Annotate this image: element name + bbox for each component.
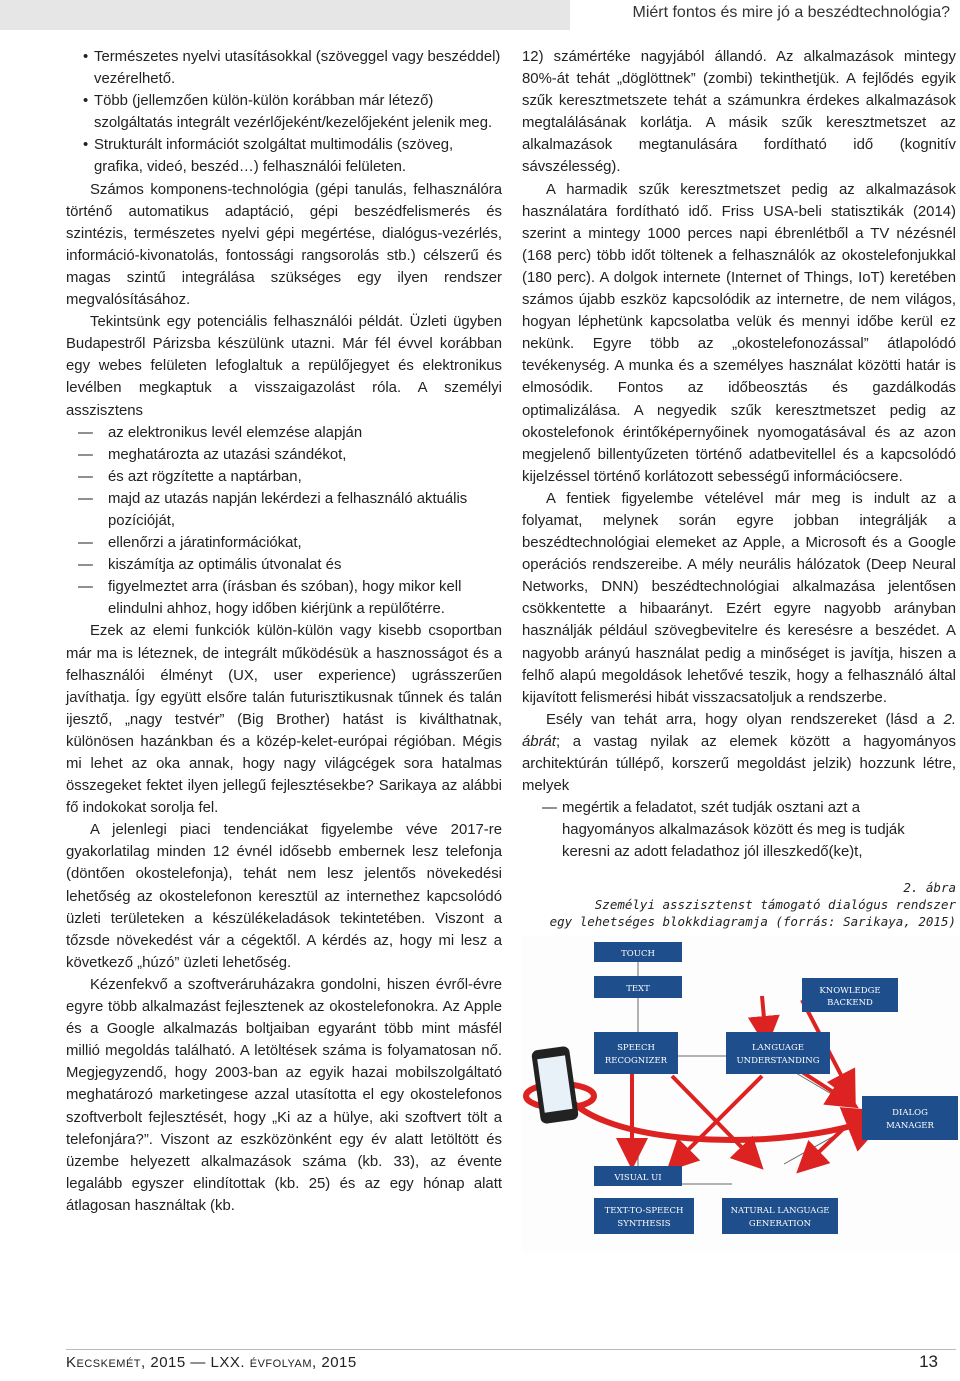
- list-item: — megértik a feladatot, szét tudják osztani azt a hagyományos alkalmazások között és meg is tudják keresni az adott feladathoz jól illeszkedő(ke)t,: [522, 797, 956, 863]
- box-label: MANAGER: [886, 1121, 934, 1132]
- list-item: • Több (jellemzően külön-külön korábban már létező) szolgáltatás integrált vezérlőjeként/kezelőjeként jelenik meg.: [66, 90, 502, 134]
- diagram-svg: [522, 936, 960, 1252]
- feature-list: [66, 46, 502, 179]
- integration-arrows: [562, 996, 882, 1168]
- box-label: LANGUAGE: [751, 1043, 805, 1054]
- box-label: KNOWLEDGE: [819, 986, 881, 997]
- box-speech-recognizer: [594, 1032, 678, 1074]
- box-label: UNDERSTANDING: [736, 1056, 820, 1067]
- caption-line: Személyi asszisztenst támogató dialógus rendszer: [594, 897, 956, 913]
- text-run: ; a vastag nyilak az elemek között a hagyományos architektúrán túllépő, korszerű megoldást jelzik) hozzunk létre, melyek: [522, 733, 956, 795]
- caption-line: egy lehetséges blokkdiagramja (forrás: Sarikaya, 2015): [549, 914, 956, 930]
- box-label: BACKEND: [827, 998, 873, 1009]
- journal-footer: [66, 1354, 357, 1371]
- paragraph: 12) számértéke nagyjából állandó. Az alkalmazások mintegy 80%-át tehát „döglöttnek” (zombi) tekinthetjük. A fejlődés egyik szűk keresztmetszete tehát a számunkra érdekes alkalmazások megtalálásának korlátja. A másik szűk keresztmetszet az alkalmazások megtanulására fordítható idő (kognitív sávszélesség).: [522, 49, 956, 176]
- paragraph: Kézenfekvő a szoftveráruházakra gondolni, hiszen évről-évre egyre több alkalmazást fejlesztenek az okostelefonokra. Az Apple és a Google alkalmazás boltjaiban egyaránt több mint másfél millió megoldás található. A letöltések száma is folyamatosan nő. Megjegyzendő, hogy 2003-ban az egyik hazai mobilszolgáltató meghatározó marketingese azzal utasította el egy okostelefonos szoftverbolt fejlesztését, hogy „Ki az a hülye, aki szoftvert tölt a telefonjára?”. Viszont az eszközönként egy év alatt letöltött és üzembe helyezett alkalmazások száma (kb. 33), az évente legalább egyszer elindítottak (kb. 25) és az egy hónap alatt átlagosan használtak (kb.: [66, 976, 502, 1214]
- journal-info: Kecskemét, 2015 — LXX. évfolyam, 2015: [66, 1354, 357, 1371]
- list-item: — figyelmeztet arra (írásban és szóban), hogy mikor kell elindulni ahhoz, hogy időben kiérjünk a repülőtérre.: [66, 576, 502, 620]
- left-column: [66, 46, 502, 1217]
- header-bar: [0, 0, 570, 30]
- paragraph: Számos komponens-technológia (gépi tanulás, felhasználóra történő automatikus adaptáció, gépi beszédfelismerés és szintézis, természetes nyelvi gépi megértése, dialógus-vezérlés, információ-kivonatolás, fontossági rangsorolás stb.) célszerű és magas szintű integrálása szükséges egy ilyen rendszer megvalósításához.: [66, 181, 502, 309]
- figure-reference: 2. ábrát: [522, 711, 956, 750]
- paragraph: Ezek az elemi funkciók külön-külön vagy kisebb csoportban már ma is léteznek, de integrált működésük a hasznosságot és a felhasználói élményt (UX, user experience) ugrásszerűen javíthatja. Így együtt elsőre talán futurisztikusnak tűnnek és talán ijesztő, „nagy testvér” (Big Brother) hatást is kiválthatnak, különösen hazánkban és a közép-kelet-európai régióban. Mégis mi lehet az oka annak, hogy nagy világcégek sora hatalmas összegeket fektet ilyen jellegű fejlesztésekbe? Sarikaya az alábbi fő indokokat sorolja fel.: [66, 623, 502, 817]
- box-label: TEXT: [626, 984, 650, 995]
- box-label: NATURAL LANGUAGE: [730, 1206, 830, 1217]
- figure-caption: [522, 879, 956, 930]
- box-label: SYNTHESIS: [617, 1219, 671, 1230]
- box-language-understanding: [726, 1032, 830, 1074]
- page-header: [0, 0, 960, 30]
- page-number: 13: [919, 1352, 938, 1371]
- list-item: — és azt rögzítette a naptárban,: [66, 466, 502, 488]
- running-title: Miért fontos és mire jó a beszédtechnológia?: [632, 4, 950, 21]
- requirements-list: [522, 797, 956, 863]
- box-label: TOUCH: [621, 949, 655, 960]
- block-diagram: [522, 936, 960, 1252]
- list-item: • Természetes nyelvi utasításokkal (szöveggel vagy beszéddel) vezérelhető.: [66, 46, 502, 90]
- list-item: — az elektronikus levél elemzése alapján: [66, 422, 502, 444]
- paragraph: [522, 709, 956, 797]
- text-run: Esély van tehát arra, hogy olyan rendszereket (lásd a: [546, 711, 944, 728]
- paragraph: A jelenlegi piaci tendenciákat figyelembe véve 2017-re gyakorlatilag minden 12 évnél idősebb embernek lesz telefonja (döntően okostelefonja), tehát nem lesz jelentős növekedési lehetőség az okostelefonon keresztül az internethez kapcsolódó üzleti területeken a készülékeladások tekintetében. Viszont a tőzsde növekedést vár a cégektől. A kérdés az, hogy mi lesz a következő „húzó” üzleti lehetőség.: [66, 822, 502, 971]
- footer-divider: [66, 1349, 956, 1350]
- list-item: • Strukturált információt szolgáltat multimodális (szöveg, grafika, videó, beszéd…) felhasználói felületen.: [66, 134, 502, 178]
- paragraph: A fentiek figyelembe vételével már meg is indult az a folyamat, melynek során egyre jobban integrálják a beszédtechnológiai elemeket az Apple, a Microsoft és a Google operációs rendszereibe. A mély neurális hálózatok (Deep Neural Networks, DNN) beszédtechnológiai alkalmazása jelentősen csökkentette a hibaarányt. Ezért egyre nagyobb arányban használják például szövegbevitelre és keresésre a beszédet. A nagyobb arányú használat pedig a minőséget is javítja, hiszen a felhő alapú megoldások lehetővé teszik, hogy a felhasználó által kijavított felismerési hibát visszacsatoljuk a rendszerbe.: [522, 490, 956, 706]
- paragraph: A harmadik szűk keresztmetszet pedig az alkalmazások használatára fordítható idő. Friss USA-beli statisztikák (2014) szerint a mintegy 1000 perces napi ébrenlétből a TV nézésnél (168 perc) több időt töltenek a felhasználók az okostelefonjukkal (180 perc). A dolgok internete (Internet of Things, IoT) keretében számos újabb eszköz kapcsolódik az internetre, de nem világos, hogyan léphetünk kapcsolatba velük és mennyi időbe kerül ez nekünk. Egyre több az „okostelefonozással” átlapolódó tevékenység. A munka és a személyes használat közötti határ is elmosódik. Fontos az időbeosztás és gazdálkodás optimalizálása. A negyedik szűk keresztmetszet pedig az okostelefonok érintőképernyőinek nyomogatásával és az azon megjelenő billentyűzeten történő adatbevitellel és a kapcsolódó kijelzéssel történő korlátozott sebességű információcsere.: [522, 181, 956, 485]
- box-label: SPEECH: [617, 1043, 655, 1054]
- figure-number: 2. ábra: [903, 880, 956, 896]
- box-label: GENERATION: [748, 1219, 812, 1230]
- list-item: — ellenőrzi a járatinformációkat,: [66, 532, 502, 554]
- list-item: — kiszámítja az optimális útvonalat és: [66, 554, 502, 576]
- right-column: [522, 46, 956, 1252]
- box-label: DIALOG: [892, 1108, 928, 1119]
- box-label: TEXT-TO-SPEECH: [604, 1206, 684, 1217]
- box-label: VISUAL UI: [614, 1173, 662, 1184]
- list-item: — majd az utazás napján lekérdezi a felhasználó aktuális pozícióját,: [66, 488, 502, 532]
- box-label: RECOGNIZER: [604, 1056, 668, 1067]
- paragraph: Tekintsünk egy potenciális felhasználói példát. Üzleti ügyben Budapestről Párizsba készülünk utazni. Már fél évvel korábban egy webes felületen lefoglaltuk a repülőjegyet és elektronikus levélben megkaptuk a visszaigazolást róla. A személyi asszisztens: [66, 314, 502, 419]
- box-dialog-manager: [862, 1096, 958, 1140]
- assistant-steps-list: [66, 422, 502, 621]
- list-item: — meghatározta az utazási szándékot,: [66, 444, 502, 466]
